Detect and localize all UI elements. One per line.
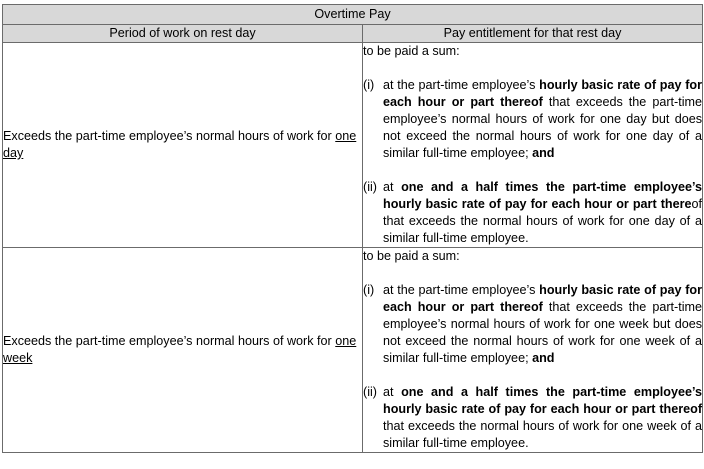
list-item <box>363 282 702 367</box>
item-conjunction: and <box>528 351 555 365</box>
item-text-pre: at <box>383 180 402 194</box>
table-title: Overtime Pay <box>3 5 703 25</box>
entitlement-cell <box>363 43 703 248</box>
period-text: Exceeds the part-time employee’s normal hours of work for <box>3 334 336 348</box>
list-item <box>363 179 702 247</box>
item-text <box>383 179 702 247</box>
item-text-bold: one and a half times the part-time employee’s hourly basic rate of pay for each hour or part thereof <box>383 385 703 416</box>
item-text-post: that exceeds the part-time employee’s normal hours of work for one day but does not exceed the normal hours of work for one day of a similar full-time employee; <box>383 95 703 160</box>
period-cell <box>3 43 363 248</box>
item-number: (ii) <box>363 385 377 399</box>
period-underlined: one week <box>3 334 357 365</box>
entitlement-cell <box>363 248 703 453</box>
period-text: Exceeds the part-time employee’s normal hours of work for <box>3 129 336 143</box>
entitlement-lead: to be paid a sum: <box>363 44 460 58</box>
item-text-pre: at the part-time employee’s <box>383 283 540 297</box>
item-text <box>383 384 702 452</box>
item-number: (ii) <box>363 180 377 194</box>
item-text <box>383 77 702 162</box>
item-text-pre: at <box>383 385 402 399</box>
column-header-period: Period of work on rest day <box>3 25 363 43</box>
table-row <box>3 248 703 453</box>
overtime-pay-table <box>2 4 703 453</box>
item-text-post: that exceeds the part-time employee’s normal hours of work for one week but does not exceed the normal hours of work for one week of a similar full-time employee; <box>383 300 703 365</box>
list-item <box>363 384 702 452</box>
item-number: (i) <box>363 78 375 92</box>
period-cell <box>3 248 363 453</box>
item-text-bold: hourly basic rate of pay for each hour or part thereof <box>383 283 703 314</box>
list-item <box>363 77 702 162</box>
item-text-post: of that exceeds the normal hours of work for one day of a similar full-time employee. <box>383 197 703 245</box>
title-row <box>3 5 703 25</box>
header-row <box>3 25 703 43</box>
item-text-post: that exceeds the normal hours of work for one week of a similar full-time employee. <box>383 419 703 450</box>
item-text-bold: one and a half times the part-time employee’s hourly basic rate of pay for each hour or part there <box>383 180 703 211</box>
item-number: (i) <box>363 283 375 297</box>
table-row <box>3 43 703 248</box>
item-text-pre: at the part-time employee’s <box>383 78 540 92</box>
column-header-entitlement: Pay entitlement for that rest day <box>363 25 703 43</box>
item-conjunction: and <box>528 146 555 160</box>
entitlement-lead: to be paid a sum: <box>363 249 460 263</box>
item-text-bold: hourly basic rate of pay for each hour or part thereof <box>383 78 703 109</box>
period-underlined: one day <box>3 129 357 160</box>
item-text <box>383 282 702 367</box>
